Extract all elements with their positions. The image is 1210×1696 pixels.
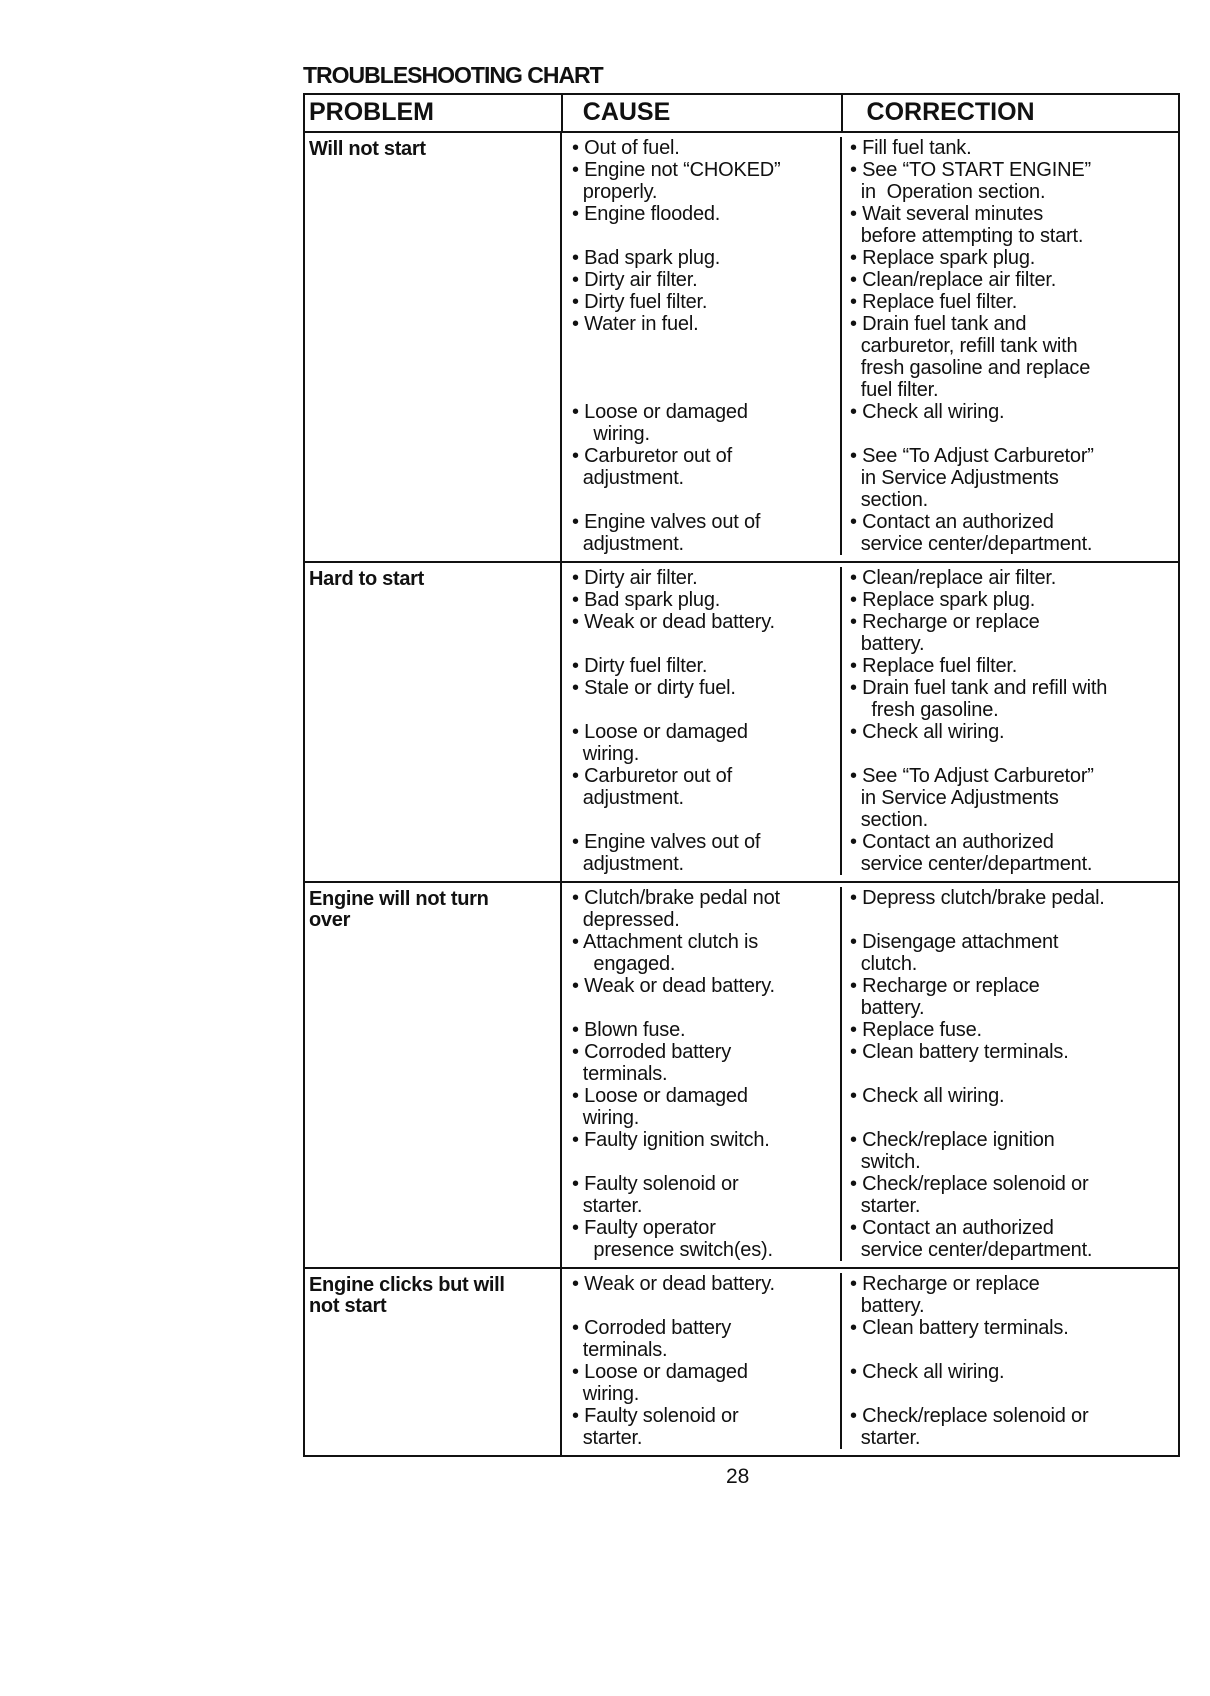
correction-line: • Contact an authorized — [850, 1217, 1054, 1239]
correction-line: starter. — [850, 1195, 921, 1217]
correction-line: in Operation section. — [850, 181, 1046, 203]
cause-correction-cell — [570, 133, 1178, 561]
cause-line: engaged. — [572, 953, 676, 975]
correction-line: • Replace spark plug. — [850, 247, 1036, 269]
correction-line: • Replace fuel filter. — [850, 655, 1018, 677]
cause-line — [572, 699, 840, 721]
table-row — [305, 561, 1178, 881]
cause-line: terminals. — [572, 1063, 668, 1085]
correction-line: • Check/replace solenoid or — [850, 1173, 1089, 1195]
correction-text — [840, 137, 1178, 159]
cause-line: • Loose or damaged — [572, 1085, 748, 1107]
cause-text — [570, 567, 840, 589]
list-item — [570, 269, 1178, 291]
cause-line: • Engine valves out of — [572, 511, 761, 533]
correction-text — [840, 401, 1178, 445]
chart-title: TROUBLESHOOTING CHART — [303, 62, 603, 88]
cause-text — [570, 1041, 840, 1085]
cause-text — [570, 1217, 840, 1261]
correction-line: • Recharge or replace — [850, 611, 1040, 633]
list-item — [570, 721, 1178, 765]
cause-line: starter. — [572, 1427, 643, 1449]
cause-line: • Attachment clutch is — [572, 931, 759, 953]
cause-correction-cell — [570, 1269, 1178, 1455]
correction-text — [840, 1129, 1178, 1173]
cause-line: • Carburetor out of — [572, 445, 732, 467]
list-item — [570, 1085, 1178, 1129]
cause-line: • Out of fuel. — [572, 137, 680, 159]
list-item — [570, 137, 1178, 159]
correction-text — [840, 511, 1178, 555]
list-item — [570, 313, 1178, 401]
table-row — [305, 1267, 1178, 1455]
cause-line: • Corroded battery — [572, 1317, 732, 1339]
cause-text — [570, 1019, 840, 1041]
correction-text — [840, 611, 1178, 655]
cause-text — [570, 611, 840, 655]
correction-line: • Replace fuel filter. — [850, 291, 1018, 313]
correction-line: • Disengage attachment — [850, 931, 1059, 953]
list-item — [570, 1273, 1178, 1317]
cause-line — [572, 1151, 840, 1173]
cause-text — [570, 1173, 840, 1217]
cause-line: • Faulty solenoid or — [572, 1173, 739, 1195]
correction-text — [840, 445, 1178, 511]
list-item — [570, 401, 1178, 445]
cause-line: • Weak or dead battery. — [572, 975, 775, 997]
correction-text — [840, 975, 1178, 1019]
list-item — [570, 511, 1178, 555]
cause-line: • Dirty air filter. — [572, 269, 698, 291]
cause-text — [570, 269, 840, 291]
correction-text — [840, 1361, 1178, 1405]
cause-line: • Dirty fuel filter. — [572, 655, 708, 677]
correction-line: • Check/replace ignition — [850, 1129, 1055, 1151]
cause-text — [570, 1129, 840, 1173]
cause-line: properly. — [572, 181, 658, 203]
correction-header: CORRECTION — [841, 95, 1178, 131]
cause-line: presence switch(es). — [572, 1239, 773, 1261]
problem-text: Will not start — [309, 138, 426, 160]
correction-line: • See “TO START ENGINE” — [850, 159, 1091, 181]
correction-line — [850, 743, 1178, 765]
cause-line — [572, 357, 840, 379]
list-item — [570, 831, 1178, 875]
correction-line — [850, 423, 1178, 445]
correction-text — [840, 1217, 1178, 1261]
cause-line: • Faulty operator — [572, 1217, 716, 1239]
cause-text — [570, 655, 840, 677]
list-item — [570, 1217, 1178, 1261]
cause-text — [570, 291, 840, 313]
cause-text — [570, 931, 840, 975]
correction-line: in Service Adjustments — [850, 467, 1059, 489]
cause-line: • Faulty ignition switch. — [572, 1129, 770, 1151]
problem-cell — [305, 133, 562, 561]
cause-line: • Dirty air filter. — [572, 567, 698, 589]
correction-line: • See “To Adjust Carburetor” — [850, 445, 1094, 467]
cause-line: terminals. — [572, 1339, 668, 1361]
correction-text — [840, 677, 1178, 721]
cause-line: • Engine flooded. — [572, 203, 721, 225]
correction-line: • Contact an authorized — [850, 511, 1054, 533]
correction-line: carburetor, refill tank with — [850, 335, 1078, 357]
cause-text — [570, 313, 840, 401]
correction-text — [840, 1085, 1178, 1129]
list-item — [570, 159, 1178, 203]
correction-line: • Clean battery terminals. — [850, 1041, 1069, 1063]
cause-line — [572, 997, 840, 1019]
cause-line: • Engine not “CHOKED” — [572, 159, 781, 181]
cause-line: • Blown fuse. — [572, 1019, 686, 1041]
list-item — [570, 589, 1178, 611]
list-item — [570, 1361, 1178, 1405]
cause-line: • Engine valves out of — [572, 831, 761, 853]
problem-text: Hard to start — [309, 568, 425, 590]
correction-line: battery. — [850, 633, 925, 655]
correction-line: fuel filter. — [850, 379, 939, 401]
correction-line: fresh gasoline and replace — [850, 357, 1091, 379]
cause-line — [572, 1295, 840, 1317]
correction-text — [840, 1173, 1178, 1217]
cause-line — [572, 489, 840, 511]
correction-line: • Contact an authorized — [850, 831, 1054, 853]
cause-text — [570, 1085, 840, 1129]
list-item — [570, 1173, 1178, 1217]
cause-line: starter. — [572, 1195, 643, 1217]
correction-line: • Check all wiring. — [850, 1361, 1005, 1383]
cause-line: adjustment. — [572, 853, 684, 875]
cause-line: • Faulty solenoid or — [572, 1405, 739, 1427]
cause-text — [570, 445, 840, 511]
cause-line: • Water in fuel. — [572, 313, 699, 335]
correction-line: • Drain fuel tank and — [850, 313, 1027, 335]
correction-line: • Clean/replace air filter. — [850, 269, 1057, 291]
list-item — [570, 655, 1178, 677]
cause-line: • Loose or damaged — [572, 1361, 748, 1383]
correction-line: starter. — [850, 1427, 921, 1449]
correction-line: • Replace spark plug. — [850, 589, 1036, 611]
list-item — [570, 1129, 1178, 1173]
cause-correction-cell — [570, 563, 1178, 881]
correction-line — [850, 1107, 1178, 1129]
correction-text — [840, 159, 1178, 203]
cause-line: wiring. — [572, 1107, 640, 1129]
correction-line: before attempting to start. — [850, 225, 1084, 247]
correction-line: • Clean/replace air filter. — [850, 567, 1057, 589]
list-item — [570, 887, 1178, 931]
cause-line: • Carburetor out of — [572, 765, 732, 787]
cause-line — [572, 379, 840, 401]
list-item — [570, 247, 1178, 269]
correction-line: • Check all wiring. — [850, 721, 1005, 743]
problem-text: Engine will not turn — [309, 888, 489, 910]
cause-line — [572, 633, 840, 655]
table-header-row — [305, 95, 1178, 131]
cause-line: • Loose or damaged — [572, 401, 748, 423]
correction-line — [850, 909, 1178, 931]
cause-line: • Bad spark plug. — [572, 589, 721, 611]
cause-correction-cell — [570, 883, 1178, 1267]
correction-text — [840, 1041, 1178, 1085]
cause-text — [570, 1405, 840, 1449]
list-item — [570, 1405, 1178, 1449]
cause-line: wiring. — [572, 1383, 640, 1405]
correction-line: • Drain fuel tank and refill with — [850, 677, 1108, 699]
correction-text — [840, 247, 1178, 269]
cause-text — [570, 137, 840, 159]
problem-cell — [305, 883, 562, 1267]
correction-line: • Check all wiring. — [850, 1085, 1005, 1107]
cause-text — [570, 887, 840, 931]
cause-text — [570, 1361, 840, 1405]
cause-line: • Stale or dirty fuel. — [572, 677, 736, 699]
correction-line: service center/department. — [850, 533, 1093, 555]
cause-text — [570, 765, 840, 831]
cause-text — [570, 721, 840, 765]
correction-line: • Fill fuel tank. — [850, 137, 972, 159]
problem-text: over — [309, 909, 351, 931]
cause-line: • Loose or damaged — [572, 721, 748, 743]
cause-line: • Weak or dead battery. — [572, 1273, 775, 1295]
cause-line: • Clutch/brake pedal not — [572, 887, 780, 909]
correction-line — [850, 1063, 1178, 1085]
list-item — [570, 975, 1178, 1019]
problem-text: not start — [309, 1295, 387, 1317]
correction-line: • Check all wiring. — [850, 401, 1005, 423]
correction-text — [840, 887, 1178, 931]
cause-text — [570, 203, 840, 247]
cause-line: adjustment. — [572, 787, 684, 809]
correction-line: switch. — [850, 1151, 921, 1173]
correction-text — [840, 1019, 1178, 1041]
correction-line: • Replace fuse. — [850, 1019, 982, 1041]
table-row — [305, 881, 1178, 1267]
problem-cell — [305, 563, 562, 881]
correction-text — [840, 931, 1178, 975]
table-body — [305, 131, 1178, 1455]
correction-line: fresh gasoline. — [850, 699, 999, 721]
table-row — [305, 131, 1178, 561]
cause-text — [570, 831, 840, 875]
cause-text — [570, 589, 840, 611]
correction-line: service center/department. — [850, 853, 1093, 875]
cause-text — [570, 401, 840, 445]
correction-line: in Service Adjustments — [850, 787, 1059, 809]
cause-line: depressed. — [572, 909, 680, 931]
list-item — [570, 1317, 1178, 1361]
problem-header: PROBLEM — [309, 98, 434, 126]
correction-text — [840, 721, 1178, 765]
cause-header: CAUSE — [561, 95, 841, 131]
list-item — [570, 567, 1178, 589]
cause-line: • Weak or dead battery. — [572, 611, 775, 633]
correction-line: • Depress clutch/brake pedal. — [850, 887, 1105, 909]
list-item — [570, 931, 1178, 975]
list-item — [570, 1019, 1178, 1041]
cause-text — [570, 1273, 840, 1317]
cause-line: adjustment. — [572, 467, 684, 489]
correction-line: service center/department. — [850, 1239, 1093, 1261]
list-item — [570, 203, 1178, 247]
correction-text — [840, 291, 1178, 313]
cause-text — [570, 1317, 840, 1361]
list-item — [570, 611, 1178, 655]
correction-line: • Wait several minutes — [850, 203, 1044, 225]
correction-text — [840, 1273, 1178, 1317]
problem-cell — [305, 1269, 562, 1455]
cause-line: • Bad spark plug. — [572, 247, 721, 269]
correction-line — [850, 1339, 1178, 1361]
cause-line: wiring. — [572, 423, 650, 445]
correction-text — [840, 1405, 1178, 1449]
correction-line: battery. — [850, 1295, 925, 1317]
correction-text — [840, 269, 1178, 291]
cause-text — [570, 159, 840, 203]
problem-text: Engine clicks but will — [309, 1274, 505, 1296]
cause-line — [572, 335, 840, 357]
correction-line: battery. — [850, 997, 925, 1019]
correction-line: • Check/replace solenoid or — [850, 1405, 1089, 1427]
cause-text — [570, 247, 840, 269]
cause-text — [570, 975, 840, 1019]
correction-line: • Recharge or replace — [850, 975, 1040, 997]
cause-line — [572, 225, 840, 247]
correction-text — [840, 589, 1178, 611]
correction-text — [840, 831, 1178, 875]
correction-line: section. — [850, 489, 929, 511]
cause-line: wiring. — [572, 743, 640, 765]
cause-line: adjustment. — [572, 533, 684, 555]
troubleshooting-table — [303, 93, 1180, 1457]
list-item — [570, 291, 1178, 313]
cause-line — [572, 809, 840, 831]
list-item — [570, 445, 1178, 511]
cause-line: • Dirty fuel filter. — [572, 291, 708, 313]
correction-text — [840, 567, 1178, 589]
correction-text — [840, 765, 1178, 831]
correction-line: clutch. — [850, 953, 918, 975]
list-item — [570, 1041, 1178, 1085]
correction-text — [840, 313, 1178, 401]
correction-text — [840, 1317, 1178, 1361]
correction-line — [850, 1383, 1178, 1405]
list-item — [570, 765, 1178, 831]
correction-text — [840, 203, 1178, 247]
cause-text — [570, 511, 840, 555]
correction-line: • See “To Adjust Carburetor” — [850, 765, 1094, 787]
page-number: 28 — [726, 1465, 750, 1488]
cause-text — [570, 677, 840, 721]
correction-line: • Clean battery terminals. — [850, 1317, 1069, 1339]
cause-line: • Corroded battery — [572, 1041, 732, 1063]
correction-line: • Recharge or replace — [850, 1273, 1040, 1295]
list-item — [570, 677, 1178, 721]
correction-line: section. — [850, 809, 929, 831]
correction-text — [840, 655, 1178, 677]
